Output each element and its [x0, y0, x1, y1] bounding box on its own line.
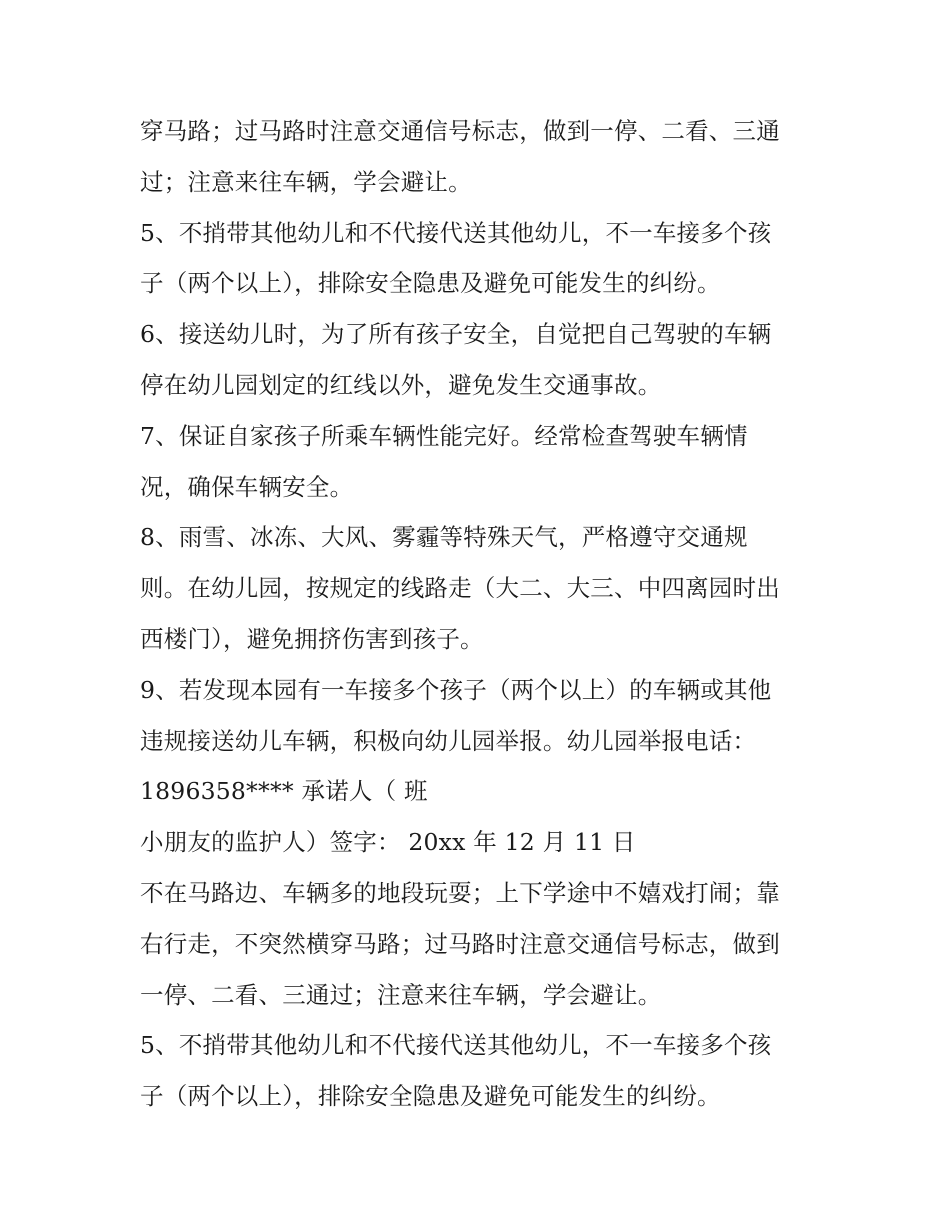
- text-line: 右行走，不突然横穿马路；过马路时注意交通信号标志，做到: [140, 929, 780, 958]
- text-line: 6、接送幼儿时，为了所有孩子安全，自觉把自己驾驶的车辆: [140, 320, 772, 349]
- text-line: 5、不捎带其他幼儿和不代接代送其他幼儿，不一车接多个孩: [140, 218, 772, 247]
- text-line: 违规接送幼儿车辆，积极向幼儿园举报。幼儿园举报电话：: [140, 726, 757, 755]
- text-line: 一停、二看、三通过；注意来往车辆，学会避让。: [140, 980, 662, 1009]
- text-line: 小朋友的监护人）签字： 20xx 年 12 月 11 日: [140, 828, 636, 857]
- text-line: 停在幼儿园划定的红线以外，避免发生交通事故。: [140, 370, 662, 399]
- text-line: 穿马路；过马路时注意交通信号标志，做到一停、二看、三通: [140, 117, 780, 145]
- text-line: 则。在幼儿园，按规定的线路走（大二、大三、中四离园时出: [140, 574, 780, 603]
- text-line: 9、若发现本园有一车接多个孩子（两个以上）的车辆或其他: [140, 675, 772, 704]
- text-line: 西楼门），避免拥挤伤害到孩子。: [140, 624, 484, 653]
- text-line: 子（两个以上），排除安全隐患及避免可能发生的纠纷。: [140, 1082, 721, 1111]
- text-line: 不在马路边、车辆多的地段玩耍；上下学途中不嬉戏打闹；靠: [140, 878, 780, 907]
- text-line: 7、保证自家孩子所乘车辆性能完好。经常检查驾驶车辆情: [140, 421, 748, 450]
- text-line: 过；注意来往车辆，学会避让。: [140, 167, 472, 196]
- text-line: 1896358**** 承诺人（ 班: [140, 777, 428, 806]
- text-line: 8、雨雪、冰冻、大风、雾霾等特殊天气，严格遵守交通规: [140, 523, 748, 552]
- document-body: [140, 106, 820, 1122]
- text-line: 况，确保车辆安全。: [140, 472, 354, 501]
- text-line: 5、不捎带其他幼儿和不代接代送其他幼儿，不一车接多个孩: [140, 1031, 772, 1060]
- text-line: 子（两个以上），排除安全隐患及避免可能发生的纠纷。: [140, 269, 721, 298]
